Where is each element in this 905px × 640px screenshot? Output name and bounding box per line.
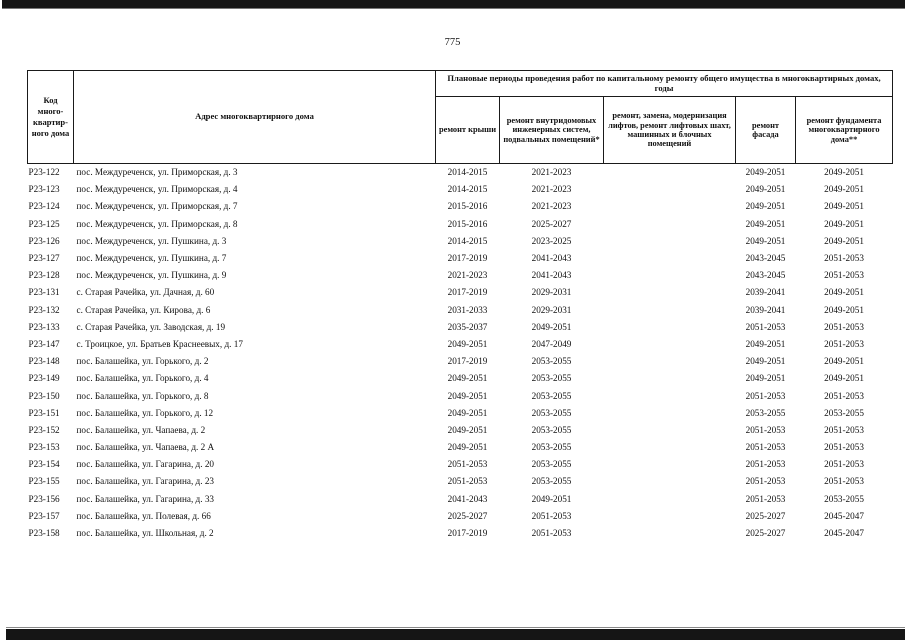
cell-roof: 2035-2037 (447, 321, 488, 332)
cell-roof: 2021-2023 (447, 270, 488, 281)
cell-address: пос. Междуреченск, ул. Пушкина, д. 9 (76, 270, 227, 281)
cell-systems: 2041-2043 (531, 253, 572, 264)
cell-roof: 2049-2051 (447, 390, 488, 401)
cell-code: Р23-150 (28, 390, 60, 401)
cell-facade: 2053-2055 (745, 407, 786, 418)
cell-elevators (604, 198, 736, 215)
cell-address: пос. Балашейка, ул. Горького, д. 12 (76, 407, 214, 418)
cell-roof: 2049-2051 (447, 373, 488, 384)
cell-foundation: 2049-2051 (824, 304, 864, 315)
cell-foundation: 2053-2055 (824, 493, 864, 504)
cell-roof: 2014-2015 (447, 184, 488, 195)
cell-foundation: 2045-2047 (824, 510, 864, 521)
header-planned-periods: Плановые периоды проведения работ по капитальному ремонту общего имущества в многоквартирных домах, годы (436, 71, 893, 97)
cell-foundation: 2049-2051 (824, 287, 864, 298)
cell-elevators (604, 233, 736, 250)
cell-elevators (604, 422, 736, 439)
cell-code: Р23-148 (28, 356, 60, 367)
cell-systems: 2053-2055 (531, 476, 572, 487)
repair-schedule-table (27, 70, 893, 542)
cell-code: Р23-149 (28, 373, 60, 384)
cell-foundation: 2051-2053 (824, 476, 864, 487)
table-row (28, 508, 893, 525)
cell-foundation: 2051-2053 (824, 253, 864, 264)
table-row (28, 198, 893, 215)
cell-elevators (604, 456, 736, 473)
cell-roof: 2025-2027 (447, 510, 488, 521)
cell-roof: 2017-2019 (447, 356, 488, 367)
cell-roof: 2049-2051 (447, 407, 488, 418)
cell-systems: 2049-2051 (531, 493, 572, 504)
cell-foundation: 2051-2053 (824, 424, 864, 435)
cell-roof: 2014-2015 (447, 235, 488, 246)
cell-elevators (604, 336, 736, 353)
cell-code: Р23-157 (28, 510, 60, 521)
cell-code: Р23-132 (28, 304, 60, 315)
table-row (28, 456, 893, 473)
cell-foundation: 2051-2053 (824, 338, 864, 349)
cell-foundation: 2049-2051 (824, 373, 864, 384)
cell-elevators (604, 387, 736, 404)
cell-code: Р23-128 (28, 270, 60, 281)
cell-code: Р23-155 (28, 476, 60, 487)
cell-roof: 2049-2051 (447, 424, 488, 435)
cell-systems: 2029-2031 (531, 287, 572, 298)
cell-systems: 2053-2055 (531, 373, 572, 384)
cell-code: Р23-123 (28, 184, 60, 195)
cell-code: Р23-131 (28, 287, 60, 298)
cell-facade: 2051-2053 (745, 424, 786, 435)
cell-address: пос. Балашейка, ул. Гагарина, д. 20 (76, 459, 215, 470)
cell-address: с. Старая Рачейка, ул. Дачная, д. 60 (76, 287, 215, 298)
cell-facade: 2049-2051 (745, 356, 786, 367)
cell-roof: 2031-2033 (447, 304, 488, 315)
cell-code: Р23-124 (28, 201, 60, 212)
cell-address: пос. Междуреченск, ул. Приморская, д. 3 (74, 164, 436, 182)
table-row (28, 164, 893, 182)
cell-facade: 2039-2041 (745, 304, 786, 315)
cell-roof: 2017-2019 (447, 253, 488, 264)
header-facade: ремонт фасада (736, 97, 796, 164)
cell-roof: 2015-2016 (447, 201, 488, 212)
cell-foundation: 2051-2053 (824, 270, 864, 281)
cell-facade: 2051-2053 (745, 321, 786, 332)
page-number: 775 (444, 37, 461, 48)
cell-address: пос. Междуреченск, ул. Приморская, д. 8 (76, 218, 238, 229)
cell-elevators (604, 284, 736, 301)
cell-address: пос. Междуреченск, ул. Пушкина, д. 3 (76, 235, 227, 246)
table-row (28, 387, 893, 404)
cell-foundation: 2053-2055 (824, 407, 864, 418)
table-row (28, 319, 893, 336)
cell-elevators (604, 181, 736, 198)
cell-elevators (604, 439, 736, 456)
cell-code: Р23-153 (28, 442, 60, 453)
cell-address: пос. Междуреченск, ул. Приморская, д. 7 (76, 201, 238, 212)
table-row (28, 250, 893, 267)
cell-code: Р23-156 (28, 493, 60, 504)
table-row (28, 302, 893, 319)
cell-foundation: 2045-2047 (824, 528, 864, 539)
cell-systems: 2051-2053 (531, 510, 572, 521)
cell-address: с. Старая Рачейка, ул. Кирова, д. 6 (76, 304, 211, 315)
cell-roof: 2051-2053 (447, 459, 488, 470)
cell-foundation: 2049-2051 (824, 218, 864, 229)
cell-elevators (604, 216, 736, 233)
top-border (2, 0, 905, 8)
header-foundation: ремонт фундамента многоквартирного дома** (796, 97, 893, 164)
table-body (28, 164, 893, 543)
cell-elevators (604, 164, 736, 182)
cell-foundation: 2049-2051 (824, 356, 864, 367)
cell-facade: 2049-2051 (745, 201, 786, 212)
cell-elevators (604, 525, 736, 542)
cell-address: пос. Балашейка, ул. Чапаева, д. 2 А (76, 442, 215, 453)
cell-facade: 2043-2045 (745, 253, 786, 264)
cell-code: Р23-125 (28, 218, 60, 229)
cell-facade: 2049-2051 (745, 218, 786, 229)
cell-code: Р23-152 (28, 424, 60, 435)
header-address: Адрес многоквартирного дома (74, 71, 436, 164)
cell-foundation: 2051-2053 (824, 459, 864, 470)
table-row (28, 422, 893, 439)
bottom-border-line (6, 627, 905, 628)
cell-facade: 2049-2051 (745, 184, 786, 195)
cell-address: пос. Балашейка, ул. Школьная, д. 2 (76, 528, 214, 539)
cell-roof: 2049-2051 (447, 338, 488, 349)
cell-systems: 2053-2055 (531, 459, 572, 470)
cell-systems: 2053-2055 (531, 390, 572, 401)
cell-roof: 2041-2043 (447, 493, 488, 504)
cell-elevators (604, 250, 736, 267)
cell-elevators (604, 319, 736, 336)
header-row-group (28, 71, 893, 97)
cell-facade: 2049-2051 (745, 373, 786, 384)
cell-systems: 2041-2043 (531, 270, 572, 281)
cell-code: Р23-154 (28, 459, 60, 470)
cell-address: с. Старая Рачейка, ул. Заводская, д. 19 (76, 321, 226, 332)
cell-address: пос. Балашейка, ул. Горького, д. 4 (76, 373, 209, 384)
cell-address: пос. Балашейка, ул. Гагарина, д. 33 (76, 493, 215, 504)
cell-facade: 2025-2027 (745, 510, 786, 521)
cell-facade: 2051-2053 (745, 493, 786, 504)
header-roof: ремонт крыши (436, 97, 500, 164)
header-systems: ремонт внутридомовых инженерных систем, подвальных помещений* (500, 97, 604, 164)
table-row (28, 491, 893, 508)
cell-systems: 2053-2055 (531, 424, 572, 435)
cell-code: Р23-151 (28, 407, 60, 418)
cell-address: пос. Балашейка, ул. Полевая, д. 66 (76, 510, 211, 521)
cell-facade: 2051-2053 (745, 476, 786, 487)
cell-foundation: 2049-2051 (824, 184, 864, 195)
cell-elevators (604, 405, 736, 422)
table-row (28, 216, 893, 233)
table-row (28, 353, 893, 370)
top-border-line (2, 8, 905, 9)
table-row (28, 267, 893, 284)
cell-facade: 2049-2051 (736, 164, 796, 182)
cell-systems: 2021-2023 (531, 184, 572, 195)
header-elevators: ремонт, замена, модернизация лифтов, ремонт лифтовых шахт, машинных и блочных помещений (604, 97, 736, 164)
cell-address: пос. Междуреченск, ул. Приморская, д. 4 (76, 184, 238, 195)
cell-code: Р23-158 (28, 528, 60, 539)
table-row (28, 284, 893, 301)
cell-roof: 2015-2016 (447, 218, 488, 229)
cell-code: Р23-122 (28, 164, 74, 182)
cell-elevators (604, 302, 736, 319)
cell-systems: 2049-2051 (531, 321, 572, 332)
bottom-border (6, 629, 905, 640)
cell-code: Р23-126 (28, 235, 60, 246)
cell-roof: 2017-2019 (447, 528, 488, 539)
cell-facade: 2043-2045 (745, 270, 786, 281)
cell-systems: 2053-2055 (531, 407, 572, 418)
cell-foundation: 2051-2053 (824, 390, 864, 401)
table-row (28, 439, 893, 456)
cell-code: Р23-127 (28, 253, 60, 264)
cell-facade: 2051-2053 (745, 459, 786, 470)
cell-roof: 2014-2015 (436, 164, 500, 182)
cell-foundation: 2049-2051 (824, 201, 864, 212)
cell-address: пос. Балашейка, ул. Горького, д. 2 (76, 356, 209, 367)
cell-address: пос. Балашейка, ул. Гагарина, д. 23 (76, 476, 215, 487)
cell-facade: 2051-2053 (745, 390, 786, 401)
cell-foundation: 2051-2053 (824, 321, 864, 332)
cell-systems: 2025-2027 (531, 218, 572, 229)
cell-facade: 2025-2027 (745, 528, 786, 539)
cell-systems: 2047-2049 (531, 338, 572, 349)
cell-foundation: 2051-2053 (824, 442, 864, 453)
table-row (28, 181, 893, 198)
cell-elevators (604, 473, 736, 490)
cell-systems: 2053-2055 (531, 356, 572, 367)
cell-roof: 2049-2051 (447, 442, 488, 453)
table-row (28, 370, 893, 387)
cell-elevators (604, 508, 736, 525)
table-header (28, 71, 893, 164)
cell-facade: 2051-2053 (745, 442, 786, 453)
cell-address: с. Троицкое, ул. Братьев Краснеевых, д. 17 (76, 338, 243, 349)
cell-address: пос. Междуреченск, ул. Пушкина, д. 7 (76, 253, 227, 264)
cell-code: Р23-147 (28, 338, 60, 349)
cell-facade: 2049-2051 (745, 235, 786, 246)
cell-address: пос. Балашейка, ул. Чапаева, д. 2 (76, 424, 206, 435)
cell-elevators (604, 370, 736, 387)
cell-systems: 2051-2053 (531, 528, 572, 539)
header-code: Код много-квартир-ного дома (28, 71, 74, 164)
table-row (28, 405, 893, 422)
table-row (28, 525, 893, 542)
cell-systems: 2029-2031 (531, 304, 572, 315)
cell-facade: 2039-2041 (745, 287, 786, 298)
cell-roof: 2051-2053 (447, 476, 488, 487)
cell-foundation: 2049-2051 (796, 164, 893, 182)
table-row (28, 473, 893, 490)
cell-address: пос. Балашейка, ул. Горького, д. 8 (76, 390, 209, 401)
cell-code: Р23-133 (28, 321, 60, 332)
cell-elevators (604, 353, 736, 370)
cell-systems: 2021-2023 (500, 164, 604, 182)
cell-systems: 2023-2025 (531, 235, 572, 246)
cell-facade: 2049-2051 (745, 338, 786, 349)
cell-foundation: 2049-2051 (824, 235, 864, 246)
cell-elevators (604, 491, 736, 508)
cell-roof: 2017-2019 (447, 287, 488, 298)
cell-elevators (604, 267, 736, 284)
cell-systems: 2021-2023 (531, 201, 572, 212)
cell-systems: 2053-2055 (531, 442, 572, 453)
table-row (28, 336, 893, 353)
table-row (28, 233, 893, 250)
